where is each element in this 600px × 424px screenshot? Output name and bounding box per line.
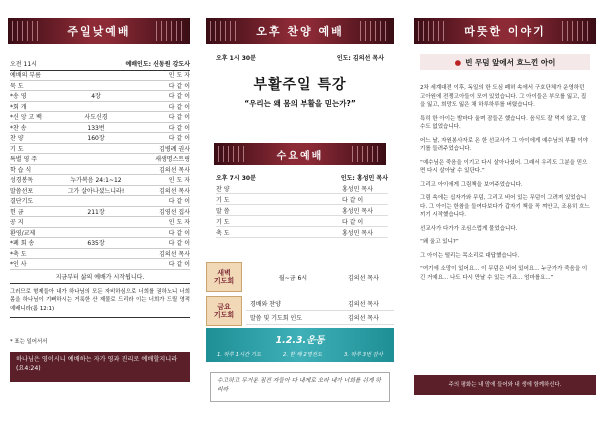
story-paragraph: 그리고 아이에게 그림책을 보여주었습니다.: [420, 181, 523, 188]
banner-decoration: [210, 21, 240, 41]
order-item-label: 헌 금: [10, 208, 24, 216]
service-leader: 예배인도: 신동원 강도사: [125, 61, 190, 68]
sunday-worship-banner: [8, 18, 190, 44]
one-two-three-movement: [206, 328, 394, 362]
prayer-text: 수고하고 무거운 짐진 자들아 다 내게로 오라 내가 너희를 쉬게 하리라: [217, 378, 382, 393]
wednesday-leader: 인도: 홍성민 목사: [340, 175, 388, 182]
dawn-prayer-leader: 김의선 목사: [348, 275, 379, 282]
banner-title: 주일낮예배: [67, 25, 131, 38]
order-item-person: 다 같 이: [168, 135, 190, 143]
worship-order-row: [10, 102, 190, 113]
story-paragraph: 2차 세계대전 이후, 독일의 한 도심 폐허 속에서 구호단체가 운영하던 고아원에 전쟁고아들이 모여 있었습니다. 그 아이들은 부모를 잃고, 집을 잃고, 희망도 잃은 채 하루하루를 버텼습니다.: [420, 85, 587, 109]
friday-order-row: [246, 297, 394, 311]
order-item-person: 다 같 이: [168, 93, 190, 101]
order-item-label: *축 도: [10, 250, 27, 258]
dawn-prayer-title: 새벽 기도회: [213, 268, 235, 285]
afternoon-banner: [206, 18, 394, 44]
order-item-label: 말 씀: [216, 207, 230, 215]
movement-title: 1.2.3.운동: [275, 335, 325, 346]
banner-decoration: [218, 146, 248, 162]
wednesday-order-row: [216, 227, 388, 238]
afternoon-leader: 인도: 김의선 목사: [336, 55, 384, 62]
worship-order-row: [10, 196, 190, 207]
order-item-label: 경배와 찬양: [250, 301, 281, 308]
order-item-person: 김의선 목사: [159, 187, 190, 195]
pin-icon: ●: [454, 57, 462, 67]
story-paragraph: 특히 한 아이는 밤마다 울며 잠들곤 했습니다. 음식도 잘 먹지 않고, 말수도 없었습니다.: [420, 115, 587, 131]
service-time: 오전 11시: [10, 61, 37, 68]
friday-prayer-label: [206, 296, 242, 326]
order-item-label: 예배의 부름: [10, 72, 41, 80]
worship-order-row: [10, 123, 190, 134]
banner-decoration: [12, 21, 42, 41]
story-paragraph: “예수님은 죽음을 이기고 다시 살아나셨어. 그래서 우리도 그분을 믿으면 다시 살아날 수 있단다.”: [420, 159, 588, 175]
order-item-person: 김의선 목사: [348, 301, 379, 308]
order-item-label: 환영/교제: [10, 229, 36, 237]
order-item-person: 김병례 권사: [159, 145, 190, 153]
order-item-label: 기 도: [10, 145, 24, 153]
order-item-detail: 160장: [87, 135, 105, 143]
friday-prayer-order: [246, 297, 394, 325]
worship-order-row: [10, 81, 190, 92]
sunday-worship-panel: [0, 0, 196, 424]
bottom-verse-box: [10, 352, 190, 382]
story-body: [420, 84, 590, 287]
lecture-subtitle: “우리는 왜 몸의 부활을 믿는가?”: [244, 99, 356, 108]
dawn-prayer-row: [246, 272, 394, 283]
order-item-label: *신 앙 고 백: [10, 114, 42, 122]
worship-order-row: [10, 228, 190, 239]
banner-decoration: [360, 21, 390, 41]
scripture-verse: 그러므로 형제들아 내가 하나님의 모든 자비하심으로 너희를 권하노니 너희 몸을 하나님이 기뻐하시는 거룩한 산 제물로 드리라 이는 너희가 드릴 영적 예배니라(롬 12:1): [10, 288, 190, 318]
banner-decoration: [156, 21, 186, 41]
story-paragraph: “여기에 소망이 있어요... 이 무덤은 비어 있어요... 누군가가 죽음을 이긴 거예요... 나도 다시 만날 수 있는 거죠... 엄마를요...”: [420, 266, 588, 281]
order-item-person: 다 같 이: [168, 240, 190, 248]
story-panel: [404, 0, 600, 424]
dawn-prayer-time: 월~금 6시: [278, 275, 308, 282]
story-paragraph: 어느 날, 자원봉사자로 온 한 선교사가 그 아이에게 예수님의 부활 이야기를 들려주었습니다.: [420, 137, 588, 153]
worship-order-row: [10, 238, 190, 249]
order-of-worship: [10, 70, 190, 270]
banner-decoration: [562, 21, 592, 41]
friday-order-row: [246, 311, 394, 325]
order-item-person: 김의선 목사: [348, 315, 379, 322]
order-item-label: *회 개: [10, 103, 27, 111]
order-item-person: 다 같 이: [342, 218, 364, 226]
order-item-label: *송 영: [10, 93, 27, 101]
order-item-person: 인 도 자: [168, 72, 190, 80]
movement-item: 1. 하루 1시간 기도: [216, 352, 262, 358]
wednesday-header: [216, 173, 388, 182]
wednesday-order: [216, 183, 388, 238]
worship-order-row: [10, 207, 190, 218]
dawn-prayer-label: [206, 262, 242, 292]
afternoon-time: 오후 1시 30분: [216, 55, 256, 62]
movement-item: 2. 한 해 2명전도: [283, 352, 323, 358]
order-item-label: 공 지: [10, 219, 24, 227]
order-item-label: 말씀 및 기도회 인도: [250, 315, 303, 322]
movement-items: [206, 350, 394, 358]
friday-prayer-title: 금요 기도회: [213, 302, 235, 319]
order-item-label: 찬 양: [10, 135, 24, 143]
story-banner: [414, 18, 596, 44]
order-item-label: 성경봉독: [10, 177, 34, 185]
order-item-detail: 그가 살아나셨느니라!: [67, 187, 125, 195]
order-item-person: 인 도 자: [168, 177, 190, 185]
order-item-person: 새생명스트링: [155, 156, 190, 164]
order-item-detail: 211장: [87, 208, 105, 216]
wednesday-banner: [214, 143, 386, 165]
order-item-label: 특별 영 주: [10, 156, 37, 164]
story-paragraph: 그 아이는 떨리는 목소리로 대답했습니다.: [420, 252, 520, 259]
lecture-title: 부활주일 특강: [253, 77, 347, 93]
order-item-label: 찬 양: [216, 185, 230, 193]
order-item-label: 학 습 식: [10, 166, 32, 174]
worship-order-row: [10, 165, 190, 176]
worship-order-row: [10, 249, 190, 260]
worship-order-row: [10, 175, 190, 186]
order-item-person: 다 같 이: [168, 124, 190, 132]
worship-order-row: [10, 186, 190, 197]
afternoon-header: [216, 53, 384, 62]
afternoon-panel: [200, 0, 400, 424]
order-item-label: *인 사: [10, 261, 27, 269]
order-item-label: 축 도: [216, 229, 230, 237]
banner-title: 따뜻한 이야기: [464, 25, 546, 38]
wednesday-time: 오후 7시 30분: [216, 175, 256, 182]
wednesday-order-row: [216, 216, 388, 227]
order-item-label: *폐 회 송: [10, 240, 35, 248]
order-item-person: 홍성민 목사: [342, 207, 373, 215]
order-item-person: 인 도 자: [168, 219, 190, 227]
story-footer-text: 주의 평화는 내 맘에 들어와 내 생에 함께하신다.: [448, 381, 562, 388]
order-item-person: 홍성민 목사: [342, 185, 373, 193]
closing-line: 지금부터 삶의 예배가 시작됩니다.: [10, 272, 190, 284]
wednesday-order-row: [216, 205, 388, 216]
order-item-person: 김영선 집사: [159, 208, 190, 216]
worship-order-row: [10, 70, 190, 81]
worship-order-row: [10, 133, 190, 144]
banner-decoration: [352, 146, 382, 162]
banner-decoration: [418, 21, 448, 41]
prayer-box: [210, 372, 390, 402]
order-item-label: 결단기도: [10, 198, 34, 206]
worship-order-row: [10, 259, 190, 270]
worship-order-row: [10, 144, 190, 155]
order-item-label: 기 도: [216, 196, 230, 204]
story-paragraph: “왜 울고 있니?”: [420, 239, 459, 246]
banner-title: 수요예배: [276, 150, 324, 162]
order-item-label: 기 도: [216, 218, 230, 226]
order-item-person: 홍성민 목사: [342, 229, 373, 237]
order-item-person: 다 같 이: [168, 114, 190, 122]
standing-note: * 표는 일어서서: [10, 339, 48, 345]
order-item-detail: 누가복음 24:1~12: [70, 177, 122, 185]
order-item-person: 김의선 목사: [159, 250, 190, 258]
order-item-person: 다 같 이: [168, 261, 190, 269]
banner-title: 오후 찬양 예배: [256, 25, 344, 38]
order-item-person: 다 같 이: [342, 196, 364, 204]
story-paragraph: 그림 속에는 십자가와 무덤, 그리고 비어 있는 무덤이 그려져 있었습니다. 그 아이는 한참을 들여다보다가 갑자기 책을 꼭 껴안고, 조용히 흐느끼기 시작했습니다.: [420, 195, 590, 219]
story-title-bar: [420, 54, 590, 70]
movement-item: 3. 하루 3번 감사: [343, 352, 384, 358]
order-item-person: 다 같 이: [168, 198, 190, 206]
order-item-detail: 4장: [91, 93, 101, 101]
order-item-person: 다 같 이: [168, 229, 190, 237]
wednesday-order-row: [216, 183, 388, 194]
order-item-detail: 사도신경: [84, 114, 108, 122]
order-item-label: 묵 도: [10, 82, 24, 90]
worship-order-row: [10, 217, 190, 228]
story-title: 빈 무덤 앞에서 흐느낀 아이: [465, 57, 556, 67]
bottom-verse: 하나님은 영이시니 예배하는 자가 영과 진리로 예배할지니라 (요4:24): [16, 356, 178, 373]
order-item-label: *찬 송: [10, 124, 27, 132]
worship-order-row: [10, 112, 190, 123]
story-paragraph: 선교사가 다가가 조심스럽게 물었습니다.: [420, 225, 518, 232]
story-footer-box: [414, 375, 596, 395]
order-item-person: 다 같 이: [168, 103, 190, 111]
worship-order-row: [10, 154, 190, 165]
order-item-person: 다 같 이: [168, 82, 190, 90]
worship-order-row: [10, 91, 190, 102]
order-item-detail: 133번: [87, 124, 105, 132]
order-item-label: 말씀선포: [10, 187, 34, 195]
wednesday-order-row: [216, 194, 388, 205]
order-item-detail: 635장: [87, 240, 105, 248]
order-item-person: 김의선 목사: [159, 166, 190, 174]
